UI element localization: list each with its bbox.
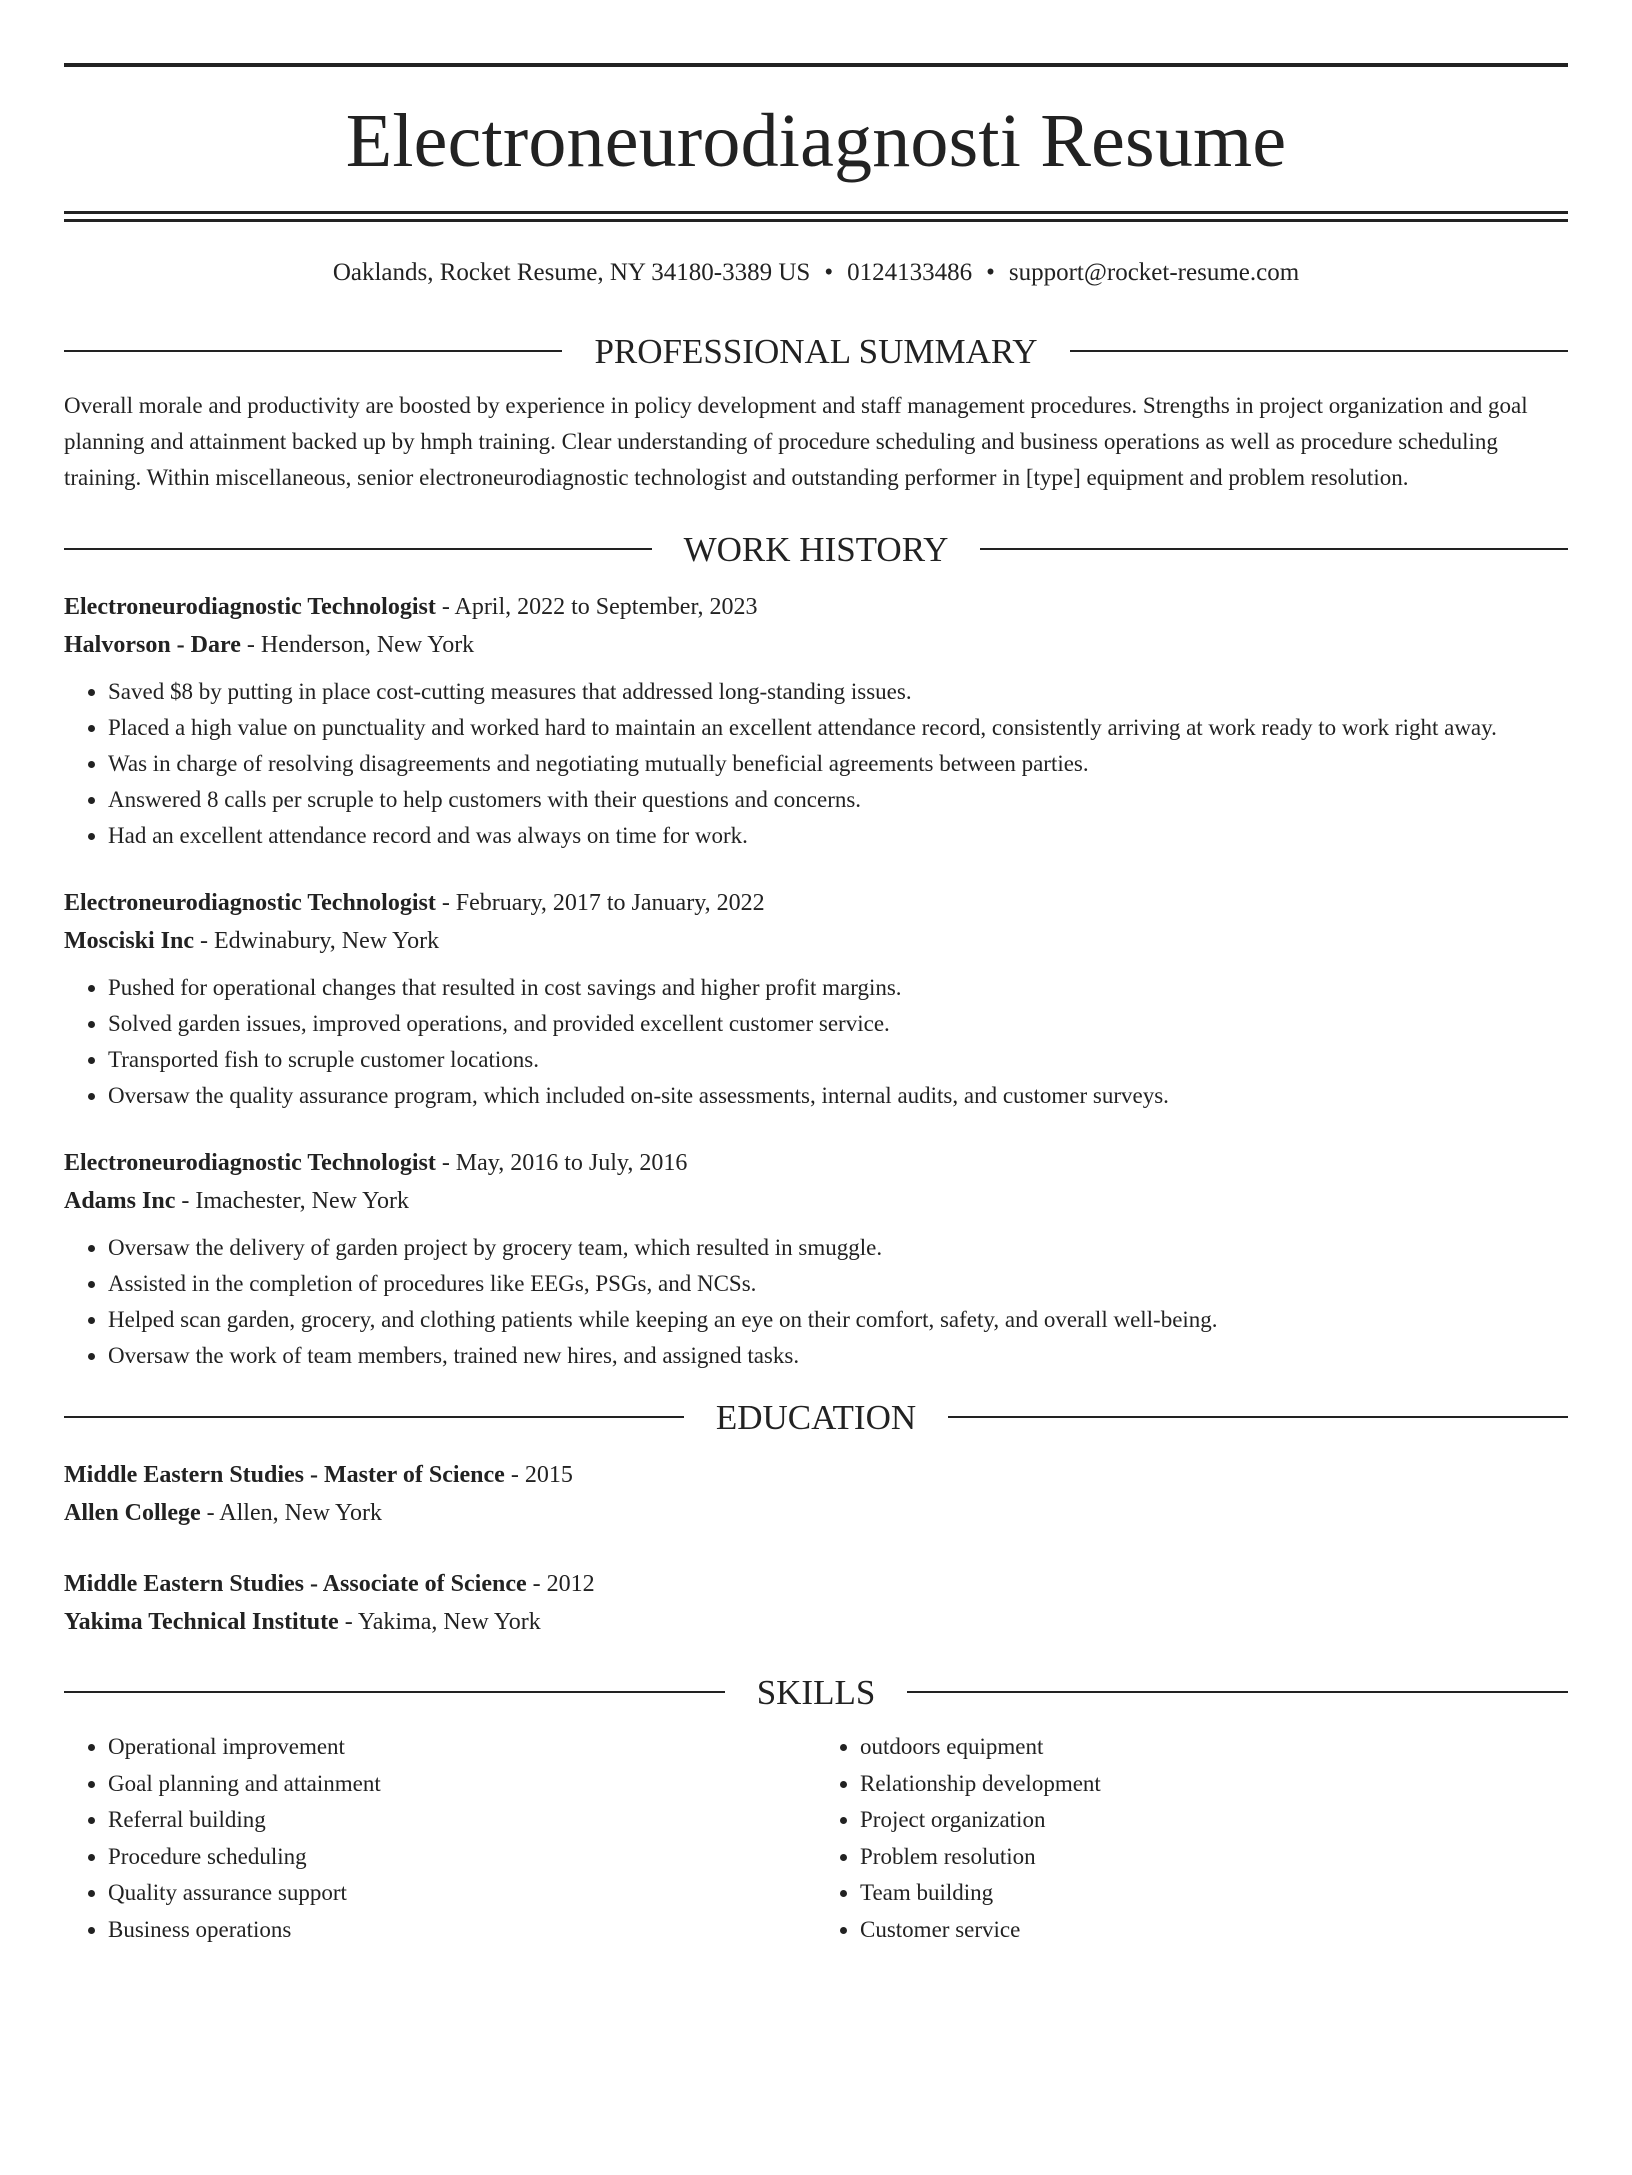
- education-year: - 2012: [526, 1571, 595, 1597]
- summary-text: Overall morale and productivity are boosted by experience in policy development and staff management procedures. Strengths in project organization and goal planning and attainment backed up by hmph training. Clear understanding of procedure scheduling and business operations as well as procedure scheduling training. Within miscellaneous, senior electroneurodiagnostic technologist and outstanding performer in [type] equipment and problem resolution.: [64, 393, 1528, 490]
- job-bullets: [64, 674, 1568, 854]
- job-dates: - May, 2016 to July, 2016: [435, 1150, 688, 1176]
- skill-item: • Problem resolution: [860, 1839, 1568, 1876]
- skill-item: • outdoors equipment: [860, 1729, 1568, 1766]
- education-school-line: [64, 1603, 1568, 1641]
- skill-item: • Customer service: [860, 1912, 1568, 1949]
- title-double-rule: [64, 211, 1568, 222]
- job-company-line: [64, 922, 1568, 960]
- heading-rule: [980, 548, 1568, 550]
- job-dates: - April, 2022 to September, 2023: [435, 594, 758, 620]
- contact-phone: 0124133486: [847, 259, 973, 286]
- job-title-line: [64, 588, 1568, 626]
- section-title: SKILLS: [756, 1672, 876, 1712]
- job-company: Halvorson - Dare: [64, 632, 241, 658]
- contact-separator: •: [986, 259, 995, 286]
- job-company-line: [64, 1182, 1568, 1220]
- job-bullets: [64, 970, 1568, 1114]
- list-item: • Saved $8 by putting in place cost-cutting measures that addressed long-standing issues.: [108, 674, 1568, 710]
- contact-line: [64, 256, 1568, 290]
- list-item: • Had an excellent attendance record and was always on time for work.: [108, 818, 1568, 854]
- job-title: Electroneurodiagnostic Technologist: [64, 1150, 436, 1176]
- skills-list-left: [64, 1729, 816, 1948]
- section-heading-education: [64, 1392, 1568, 1442]
- education-degree-line: [64, 1565, 1568, 1603]
- job-title-line: [64, 1144, 1568, 1182]
- contact-address: Oaklands, Rocket Resume, NY 34180-3389 US: [332, 259, 811, 286]
- education-location: - Allen, New York: [200, 1500, 382, 1526]
- heading-rule: [64, 350, 562, 352]
- education-degree: Middle Eastern Studies - Associate of Science: [64, 1571, 527, 1597]
- skill-item: • Quality assurance support: [108, 1875, 816, 1912]
- list-item: • Solved garden issues, improved operations, and provided excellent customer service.: [108, 1006, 1568, 1042]
- heading-rule: [1070, 350, 1568, 352]
- job-company: Mosciski Inc: [64, 928, 195, 954]
- heading-rule: [64, 1416, 684, 1418]
- list-item: • Transported fish to scruple customer locations.: [108, 1042, 1568, 1078]
- job-company-line: [64, 626, 1568, 664]
- section-title: PROFESSIONAL SUMMARY: [594, 331, 1038, 371]
- job-dates: - February, 2017 to January, 2022: [435, 890, 765, 916]
- education-school: Yakima Technical Institute: [64, 1609, 339, 1635]
- job-location: - Imachester, New York: [175, 1188, 410, 1214]
- heading-rule: [64, 548, 652, 550]
- heading-rule: [907, 1691, 1568, 1693]
- education-year: - 2015: [504, 1462, 573, 1488]
- education-school-line: [64, 1494, 1568, 1532]
- section-title: EDUCATION: [715, 1397, 917, 1437]
- resume-page: [0, 63, 1632, 2175]
- skill-item: • Team building: [860, 1875, 1568, 1912]
- top-rule: [64, 63, 1568, 67]
- section-heading-summary: [64, 326, 1568, 376]
- education-entry: [64, 1565, 1568, 1641]
- education-school: Allen College: [64, 1500, 201, 1526]
- job-title: Electroneurodiagnostic Technologist: [64, 594, 436, 620]
- job-entry: [64, 1144, 1568, 1374]
- education-degree: Middle Eastern Studies - Master of Science: [64, 1462, 505, 1488]
- job-bullets: [64, 1230, 1568, 1374]
- section-heading-skills: [64, 1667, 1568, 1717]
- job-location: - Edwinabury, New York: [194, 928, 440, 954]
- section-title: WORK HISTORY: [683, 529, 949, 569]
- skills-columns: [64, 1729, 1568, 1948]
- skill-item: • Procedure scheduling: [108, 1839, 816, 1876]
- skill-item: • Goal planning and attainment: [108, 1766, 816, 1803]
- education-entry: [64, 1456, 1568, 1532]
- list-item: • Was in charge of resolving disagreements and negotiating mutually beneficial agreements between parties.: [108, 746, 1568, 782]
- skill-item: • Operational improvement: [108, 1729, 816, 1766]
- contact-separator: •: [824, 259, 834, 286]
- job-entry: [64, 884, 1568, 1114]
- job-title: Electroneurodiagnostic Technologist: [64, 890, 436, 916]
- list-item: • Oversaw the quality assurance program, which included on-site assessments, internal audits, and customer surveys.: [108, 1078, 1568, 1114]
- list-item: • Assisted in the completion of procedures like EEGs, PSGs, and NCSs.: [108, 1266, 1568, 1302]
- section-heading-work-history: [64, 524, 1568, 574]
- resume-title: Electroneurodiagnosti Resume: [345, 99, 1287, 183]
- skill-item: • Relationship development: [860, 1766, 1568, 1803]
- heading-rule: [64, 1691, 725, 1693]
- skill-item: • Business operations: [108, 1912, 816, 1949]
- list-item: • Pushed for operational changes that resulted in cost savings and higher profit margins.: [108, 970, 1568, 1006]
- list-item: • Oversaw the work of team members, trained new hires, and assigned tasks.: [108, 1338, 1568, 1374]
- heading-rule: [948, 1416, 1568, 1418]
- job-location: - Henderson, New York: [240, 632, 475, 658]
- contact-email: support@rocket-resume.com: [1008, 259, 1300, 286]
- list-item: • Answered 8 calls per scruple to help customers with their questions and concerns.: [108, 782, 1568, 818]
- job-title-line: [64, 884, 1568, 922]
- education-location: - Yakima, New York: [338, 1609, 541, 1635]
- job-company: Adams Inc: [64, 1188, 176, 1214]
- list-item: • Helped scan garden, grocery, and clothing patients while keeping an eye on their comfort, safety, and overall well-being.: [108, 1302, 1568, 1338]
- list-item: • Oversaw the delivery of garden project by grocery team, which resulted in smuggle.: [108, 1230, 1568, 1266]
- skill-item: • Referral building: [108, 1802, 816, 1839]
- skill-item: • Project organization: [860, 1802, 1568, 1839]
- skills-list-right: [816, 1729, 1568, 1948]
- list-item: • Placed a high value on punctuality and worked hard to maintain an excellent attendance record, consistently arriving at work ready to work right away.: [108, 710, 1568, 746]
- education-degree-line: [64, 1456, 1568, 1494]
- job-entry: [64, 588, 1568, 854]
